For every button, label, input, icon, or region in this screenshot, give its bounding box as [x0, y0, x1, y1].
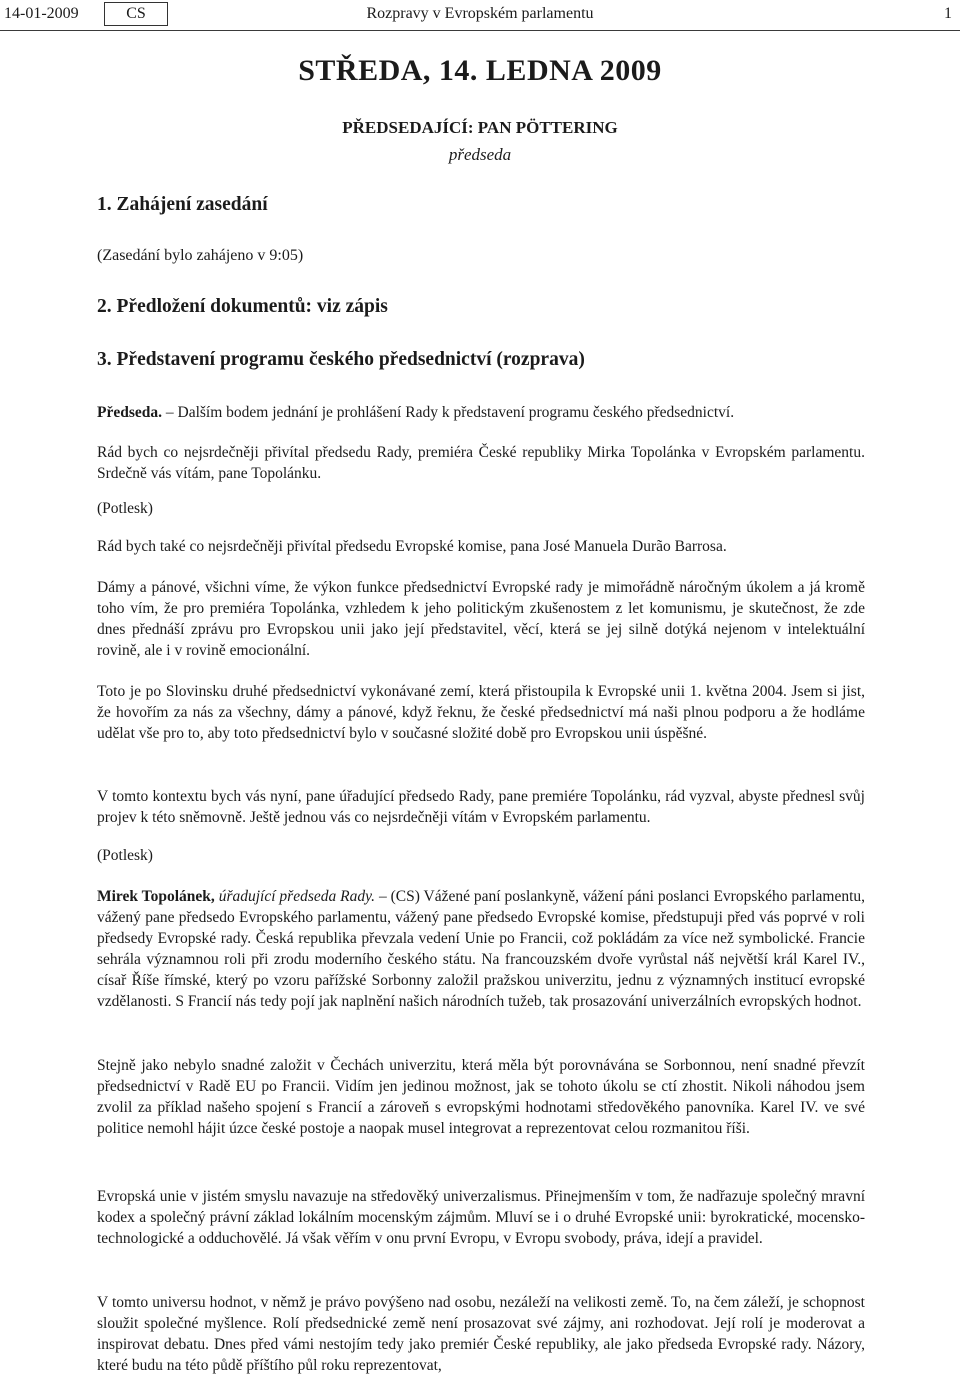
- paragraph: Rád bych také co nejsrdečněji přivítal předsedu Evropské komise, pana José Manuela Durão Barrosa.: [97, 538, 727, 555]
- presiding-officer: PŘEDSEDAJÍCÍ: PAN PÖTTERING: [342, 118, 618, 137]
- paragraph: Dámy a pánové, všichni víme, že výkon funkce předsednictví Evropské rady je mimořádně náročným úkolem a já kromě toho vím, že pro premiéra Topolánka, vzhledem k jeho politickým zkušenostem z let komunismu, je skutečnost, že zde dnes přednáší zprávu pro Evropskou unii jako její představitel, věcí, která se jej silně dotýká nejenom v intelektuální rovině, ale i v rovině emocionální.: [97, 579, 865, 659]
- page-title: STŘEDA, 14. LEDNA 2009: [298, 54, 662, 87]
- paragraph: Rád bych co nejsrdečněji přivítal předsedu Rady, premiéra České republiky Mirka Topolánka v Evropském parlamentu. Srdečně vás vítám, pane Topolánku.: [97, 444, 865, 482]
- publication-title: Rozpravy v Evropském parlamentu: [366, 5, 594, 22]
- agenda-item-1: 1. Zahájení zasedání: [97, 194, 268, 215]
- paragraph: V tomto kontextu bych vás nyní, pane úřadující předsedo Rady, pane premiére Topolánku, rád vyzval, abyste přednesl svůj projev k této sněmovně. Ještě jednou vás co nejsrdečněji vítám v Evropském parlamentu.: [97, 788, 865, 826]
- applause-note: (Potlesk): [97, 847, 153, 864]
- paragraph: Stejně jako nebylo snadné založit v Čechách univerzitu, která měla být porovnávána se Sorbonnou, není snadné převzít předsednictví v Radě EU po Francii. Vidím jen jedinou možnost, jak se tohoto úkolu se ctí zhostit. Nikoli náhodou jsem zvolil za příklad našeho spojení s Francií a zároveň s evropskými hodnotami středověkého panovníka. Karel IV. ve své politice nemohl hájit úzce české postoje a naopak musel integrovat a reprezentovat celou rozmanitou říši.: [97, 1057, 865, 1137]
- speaker-name: Mirek Topolánek,: [97, 888, 215, 905]
- page-number: 1: [944, 5, 952, 22]
- applause-note: (Potlesk): [97, 500, 153, 517]
- paragraph: V tomto universu hodnot, v němž je právo povýšeno nad osobu, nezáleží na velikosti země. To, na čem záleží, je schopnost sloužit společné myšlence. Rolí předsednické země není prosazovat své zájmy, ani rozhodovat. Její rolí je moderovat a inspirovat debatu. Dnes před vámi nestojím tedy jako premiér České republiky, ale jako předseda Evropské rady. Názory, které budu na této půdě příštího půl roku reprezentovat,: [97, 1294, 865, 1374]
- speech-text: – Dalším bodem jednání je prohlášení Rady k představení programu českého předsednictví.: [162, 404, 735, 421]
- opening-note: (Zasedání bylo zahájeno v 9:05): [97, 247, 304, 264]
- paragraph: Toto je po Slovinsku druhé předsednictví vykonávané zemí, která přistoupila k Evropské unii 1. května 2004. Jsem si jist, že hovořím za nás za všechny, dámy a pánové, když řeknu, že české předsednictví má naši plnou podporu a že hodláme udělat vše pro to, aby toto předsednictví bylo v současné složité době pro Evropskou unii úspěšné.: [97, 683, 865, 742]
- speech-topolanek-p1: [97, 886, 865, 1012]
- agenda-item-2: 2. Předložení dokumentů: viz zápis: [97, 296, 388, 317]
- speech-president-intro: [97, 403, 734, 423]
- header-date: 14-01-2009: [4, 5, 79, 22]
- presiding-role: předseda: [448, 145, 512, 164]
- speaker-name: Předseda.: [97, 404, 163, 421]
- speaker-role: úřadující předseda Rady.: [218, 888, 376, 905]
- paragraph: Evropská unie v jistém smyslu navazuje na středověký univerzalismus. Přinejmenším v tom, že nadřazuje společný mravní kodex a společný právní základ lokálním mocenským zájmům. Mluví se i o druhé Evropské unii: byrokratické, mocensko-technologické a odduchovělé. Já však věřím v onu první Evropu, v Evropu svobody, práva, idejí a pravidel.: [97, 1188, 865, 1247]
- language-badge: CS: [104, 2, 168, 26]
- speech-text: – (CS) Vážené paní poslankyně, vážení páni poslanci Evropského parlamentu, vážený pane předsedo Evropského parlamentu, vážený pane předsedo Evropské komise, předstupuji před vás poprvé v roli předsedy Evropské rady. Česká republika převzala vedení Unie po Francii, což pokládám za více než symbolické. Francie sehrála významnou roli při zrodu moderního českého státu. Na francouzském dvoře vyrůstal náš největší král Karel IV., císař Říše římské, který po vzoru pařížské Sorbonny založil pražskou univerzitu, jednu z významných institucí evropské vzdělanosti. S Francií nás tedy pojí jak naplnění našich národních tužeb, tak prosazování univerzálních evropských hodnot.: [97, 888, 866, 1010]
- agenda-item-3: 3. Představení programu českého předsednictví (rozprava): [97, 349, 585, 370]
- page-header: [0, 0, 960, 31]
